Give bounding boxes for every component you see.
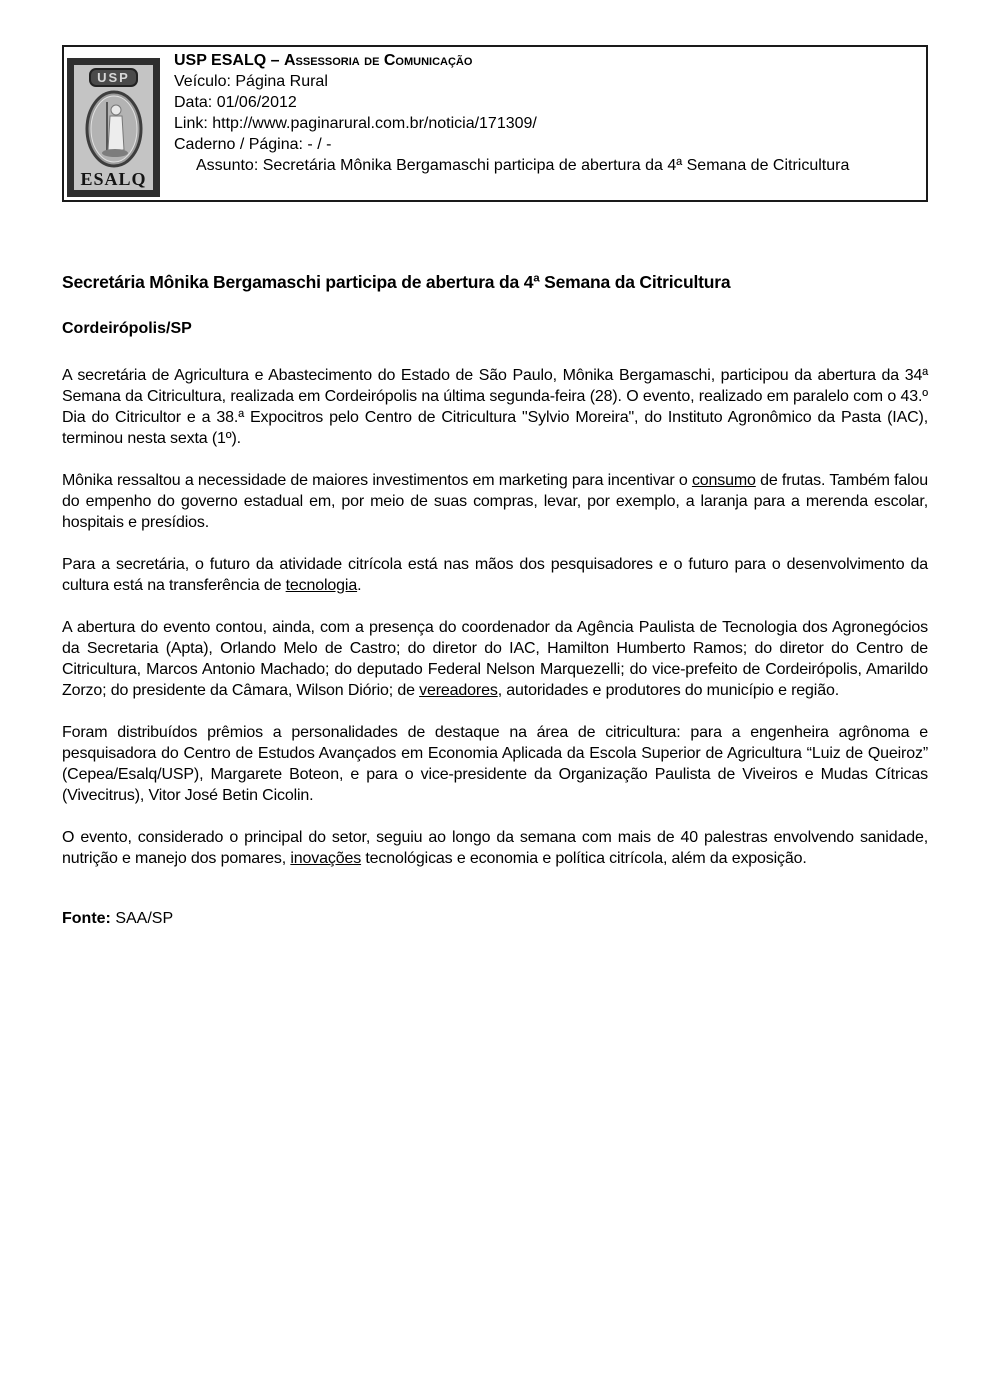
underlined-text-segment: consumo bbox=[691, 472, 756, 489]
text-segment: A abertura do evento contou, ainda, com a presença do coordenador da Agência Paulista de Tecnologia dos Agronegócios da Secretaria (Apta), Orlando Melo de Castro; do diretor do IAC, Hamilton Humberto Ramos; do diretor do Centro de Citricultura, Marcos Antonio Machado; do deputado Federal Nelson Marquezelli; do vice-prefeito de Cordeirópolis, Amarildo Zorzo; do presidente da Câmara, Wilson Diório; de bbox=[62, 619, 928, 699]
article-title: Secretária Mônika Bergamaschi participa de abertura da 4ª Semana da Citricultura bbox=[62, 272, 731, 292]
article-paragraph bbox=[62, 722, 928, 806]
text-segment: . bbox=[357, 577, 362, 594]
source-label: Fonte: bbox=[62, 910, 111, 927]
text-segment: A secretária de Agricultura e Abastecimento do Estado de São Paulo, Mônika Bergamaschi, participou da abertura da 34ª Semana da Citricultura, realizada em Cordeirópolis na última segunda-feira (28). O evento, realizado em paralelo com o 43.º Dia do Citricultor e a 38.ª Expocitros pelo Centro de Citricultura "Sylvio Moreira", do Instituto Agronômico da Pasta (IAC), terminou nesta sexta (1º). bbox=[62, 367, 928, 447]
esalq-wordmark: ESALQ bbox=[80, 169, 147, 189]
text-segment: de frutas. Também falou do empenho do governo estadual em, por meio de suas compras, levar, por exemplo, a laranja para a merenda escolar, hospitais e presídios. bbox=[62, 472, 929, 531]
text-segment: tecnológicas e economia e política citrícola, além da exposição. bbox=[361, 850, 807, 867]
article-body bbox=[62, 365, 928, 869]
text-segment: Mônika ressaltou a necessidade de maiores investimentos em marketing para incentivar o bbox=[62, 472, 692, 489]
article-paragraph bbox=[62, 617, 928, 701]
header-field-assunto: Assunto: Secretária Mônika Bergamaschi participa de abertura da 4ª Semana de Citricultura bbox=[196, 157, 850, 174]
article-paragraph bbox=[62, 365, 928, 449]
org-department: Assessoria de Comunicação bbox=[283, 52, 473, 69]
source-value: SAA/SP bbox=[115, 910, 174, 927]
article-paragraph bbox=[62, 470, 928, 533]
clipping-header-text bbox=[174, 47, 926, 176]
text-segment: Para a secretária, o futuro da atividade citrícola está nas mãos dos pesquisadores e o futuro para o desenvolvimento da cultura está na transferência de bbox=[62, 556, 928, 594]
header-field-caderno-pagina: Caderno / Página: - / - bbox=[174, 136, 332, 153]
header-org-line bbox=[174, 50, 926, 71]
text-segment: , autoridades e produtores do município e região. bbox=[497, 682, 840, 699]
statue-emblem-icon bbox=[83, 90, 145, 168]
underlined-text-segment: tecnologia bbox=[285, 577, 358, 594]
header-field-veiculo: Veículo: Página Rural bbox=[174, 73, 328, 90]
underlined-text-segment: vereadores bbox=[419, 682, 498, 699]
text-segment: O evento, considerado o principal do setor, seguiu ao longo da semana com mais de 40 palestras envolvendo sanidade, nutrição e manejo dos pomares, bbox=[62, 829, 928, 867]
clipping-header-box bbox=[62, 45, 928, 202]
source-line bbox=[62, 910, 928, 928]
underlined-text-segment: inovações bbox=[290, 850, 362, 867]
usp-wordmark: USP bbox=[89, 68, 138, 87]
article-dateline: Cordeirópolis/SP bbox=[62, 320, 192, 337]
org-name: USP ESALQ – bbox=[174, 52, 280, 69]
header-field-data: Data: 01/06/2012 bbox=[174, 94, 297, 111]
usp-esalq-logo bbox=[67, 58, 160, 197]
header-field-link: Link: http://www.paginarural.com.br/noticia/171309/ bbox=[174, 115, 537, 132]
text-segment: Foram distribuídos prêmios a personalidades de destaque na área de citricultura: para a engenheira agrônoma e pesquisadora do Centro de Estudos Avançados em Economia Aplicada da Escola Superior de Agricultura “Luiz de Queiroz” (Cepea/Esalq/USP), Margarete Boteon, e para o vice-presidente da Organização Paulista de Viveiros e Mudas Cítricas (Vivecitrus), Vitor José Betin Cicolin. bbox=[62, 724, 928, 804]
article-paragraph bbox=[62, 827, 928, 869]
article-paragraph bbox=[62, 554, 928, 596]
